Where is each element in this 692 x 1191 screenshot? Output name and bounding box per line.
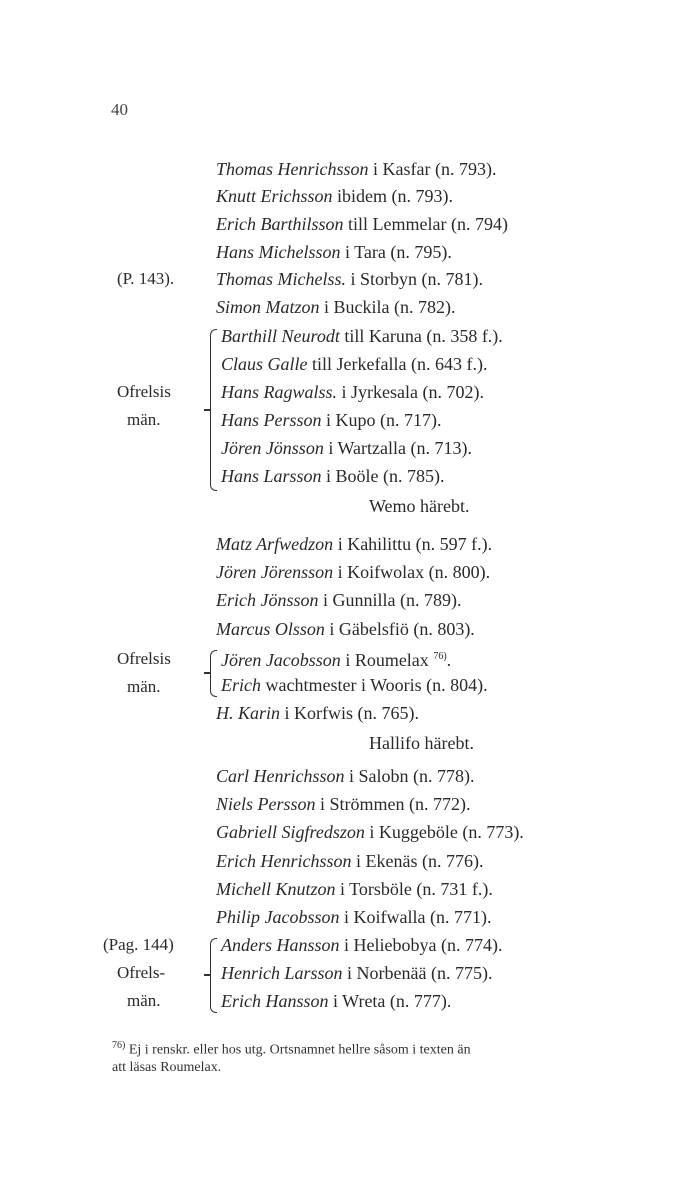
place-text: i Gunnilla (n. 789). (318, 590, 462, 610)
group-label: Ofrelsis (117, 649, 171, 668)
brace-tip-icon (204, 409, 210, 411)
list-item (216, 702, 419, 724)
place-text: i Boöle (n. 785). (321, 466, 445, 486)
place-text: i Storbyn (n. 781). (346, 269, 483, 289)
list-item (221, 409, 442, 431)
group-label: Ofrelsis (117, 382, 171, 401)
person-name: Jören Jacobsson (221, 650, 341, 670)
list-item (216, 268, 483, 290)
list-item (221, 465, 445, 487)
person-name: Michell Knutzon (216, 879, 336, 899)
list-item (216, 618, 475, 640)
person-name: Barthill Neurodt (221, 326, 340, 346)
person-name: Erich Hansson (221, 991, 329, 1011)
person-name: Niels Persson (216, 794, 316, 814)
page-ref-label: (Pag. 144) (103, 935, 174, 954)
place-text: i Buckila (n. 782). (319, 297, 456, 317)
place-text: i Salobn (n. 778). (344, 766, 475, 786)
person-name: Hans Ragwalss. (221, 382, 338, 402)
group-label: Ofrels- (117, 963, 166, 982)
person-name: Gabriell Sigfredszon (216, 822, 365, 842)
place-text: i Kasfar (n. 793). (368, 159, 497, 179)
brace-tip-icon (204, 672, 210, 674)
person-name: Claus Galle (221, 354, 308, 374)
place-text: i Kupo (n. 717). (321, 410, 442, 430)
list-item (216, 296, 455, 318)
person-name: Hans Michelsson (216, 242, 341, 262)
list-item (221, 962, 492, 984)
person-name: Carl Henrichsson (216, 766, 345, 786)
place-text: i Wreta (n. 777). (328, 991, 452, 1011)
list-item (221, 381, 484, 403)
footnote-cont (112, 1058, 221, 1077)
brace-icon (210, 329, 217, 491)
person-name: Marcus Olsson (216, 619, 325, 639)
list-item (216, 185, 453, 207)
place-text: ibidem (n. 793). (332, 186, 453, 206)
list-item: Jören Jacobsson i Roumelax $^{76)}$. (221, 650, 452, 670)
list-item (216, 589, 461, 611)
person-name: Erich (221, 675, 261, 695)
place-text: i Jyrkesala (n. 702). (337, 382, 484, 402)
place-text: till Karuna (n. 358 f.). (339, 326, 503, 346)
place-text: i Kuggeböle (n. 773). (364, 822, 524, 842)
footnote-line: att läsas Roumelax. (112, 1060, 222, 1075)
center-heading: Hallifo härebt. (369, 733, 474, 753)
person-name: Thomas Michelss. (216, 269, 346, 289)
list-item (216, 561, 490, 583)
footnote-line: Ej i renskr. eller hos utg. Ortsnamnet hellre såsom i texten än (128, 1042, 471, 1058)
place-text: i Heliebobya (n. 774). (339, 935, 503, 955)
place-text: i Norbenää (n. 775). (342, 963, 493, 983)
group-label: män. (127, 991, 161, 1010)
place-text: i Koifwolax (n. 800). (333, 562, 491, 582)
list-item (216, 850, 483, 872)
person-name: Erich Henrichsson (216, 851, 352, 871)
list-item (216, 878, 493, 900)
group-label: män. (127, 410, 161, 429)
list-item (221, 674, 488, 696)
center-heading: Wemo härebt. (369, 496, 470, 516)
brace-icon (210, 938, 217, 1013)
page-ref-label: (P. 143). (117, 269, 175, 288)
place-text: till Jerkefalla (n. 643 f.). (307, 354, 488, 374)
place-text: i Kahilittu (n. 597 f.). (333, 534, 493, 554)
brace-tip-icon (204, 974, 210, 976)
place-text: i Ekenäs (n. 776). (351, 851, 484, 871)
person-name: Knutt Erichsson (216, 186, 333, 206)
person-name: H. Karin (216, 703, 281, 723)
list-item (221, 325, 503, 347)
list-item (216, 213, 508, 235)
list-item (216, 793, 471, 815)
person-name: Jören Jönsson (221, 438, 324, 458)
list-item (216, 821, 524, 843)
list-item (216, 158, 496, 180)
person-name: Jören Jörensson (216, 562, 334, 582)
page-number: 40 (111, 100, 128, 119)
place-text: wachtmester i Wooris (n. 804). (261, 675, 488, 695)
person-name: Thomas Henrichsson (216, 159, 369, 179)
list-item (216, 533, 492, 555)
place-text: i Torsböle (n. 731 f.). (335, 879, 493, 899)
group-label: män. (127, 677, 161, 696)
brace-icon (210, 650, 217, 697)
person-name: Philip Jacobsson (216, 907, 340, 927)
list-item (221, 353, 487, 375)
place-text: i Strömmen (n. 772). (315, 794, 471, 814)
place-text: i Korfwis (n. 765). (280, 703, 419, 723)
footnote-ref: 76) (433, 651, 447, 662)
place-text: i Koifwalla (n. 771). (339, 907, 492, 927)
person-name: Anders Hansson (221, 935, 340, 955)
list-item (221, 437, 472, 459)
person-name: Hans Persson (221, 410, 322, 430)
place-text: i Tara (n. 795). (340, 242, 452, 262)
footnote-marker: 76) (112, 1040, 126, 1051)
person-name: Erich Barthilsson (216, 214, 344, 234)
person-name: Henrich Larsson (221, 963, 343, 983)
list-item (221, 990, 451, 1012)
place-text: i Wartzalla (n. 713). (323, 438, 472, 458)
place-text: till Lemmelar (n. 794) (343, 214, 508, 234)
footnote (112, 1036, 471, 1060)
person-name: Simon Matzon (216, 297, 320, 317)
list-item (216, 241, 452, 263)
person-name: Erich Jönsson (216, 590, 319, 610)
list-item (221, 934, 502, 956)
person-name: Hans Larsson (221, 466, 322, 486)
place-text: i Gäbelsfiö (n. 803). (324, 619, 475, 639)
place-text: i Roumelax (340, 650, 434, 670)
list-item (216, 906, 491, 928)
list-item (216, 765, 475, 787)
person-name: Matz Arfwedzon (216, 534, 334, 554)
